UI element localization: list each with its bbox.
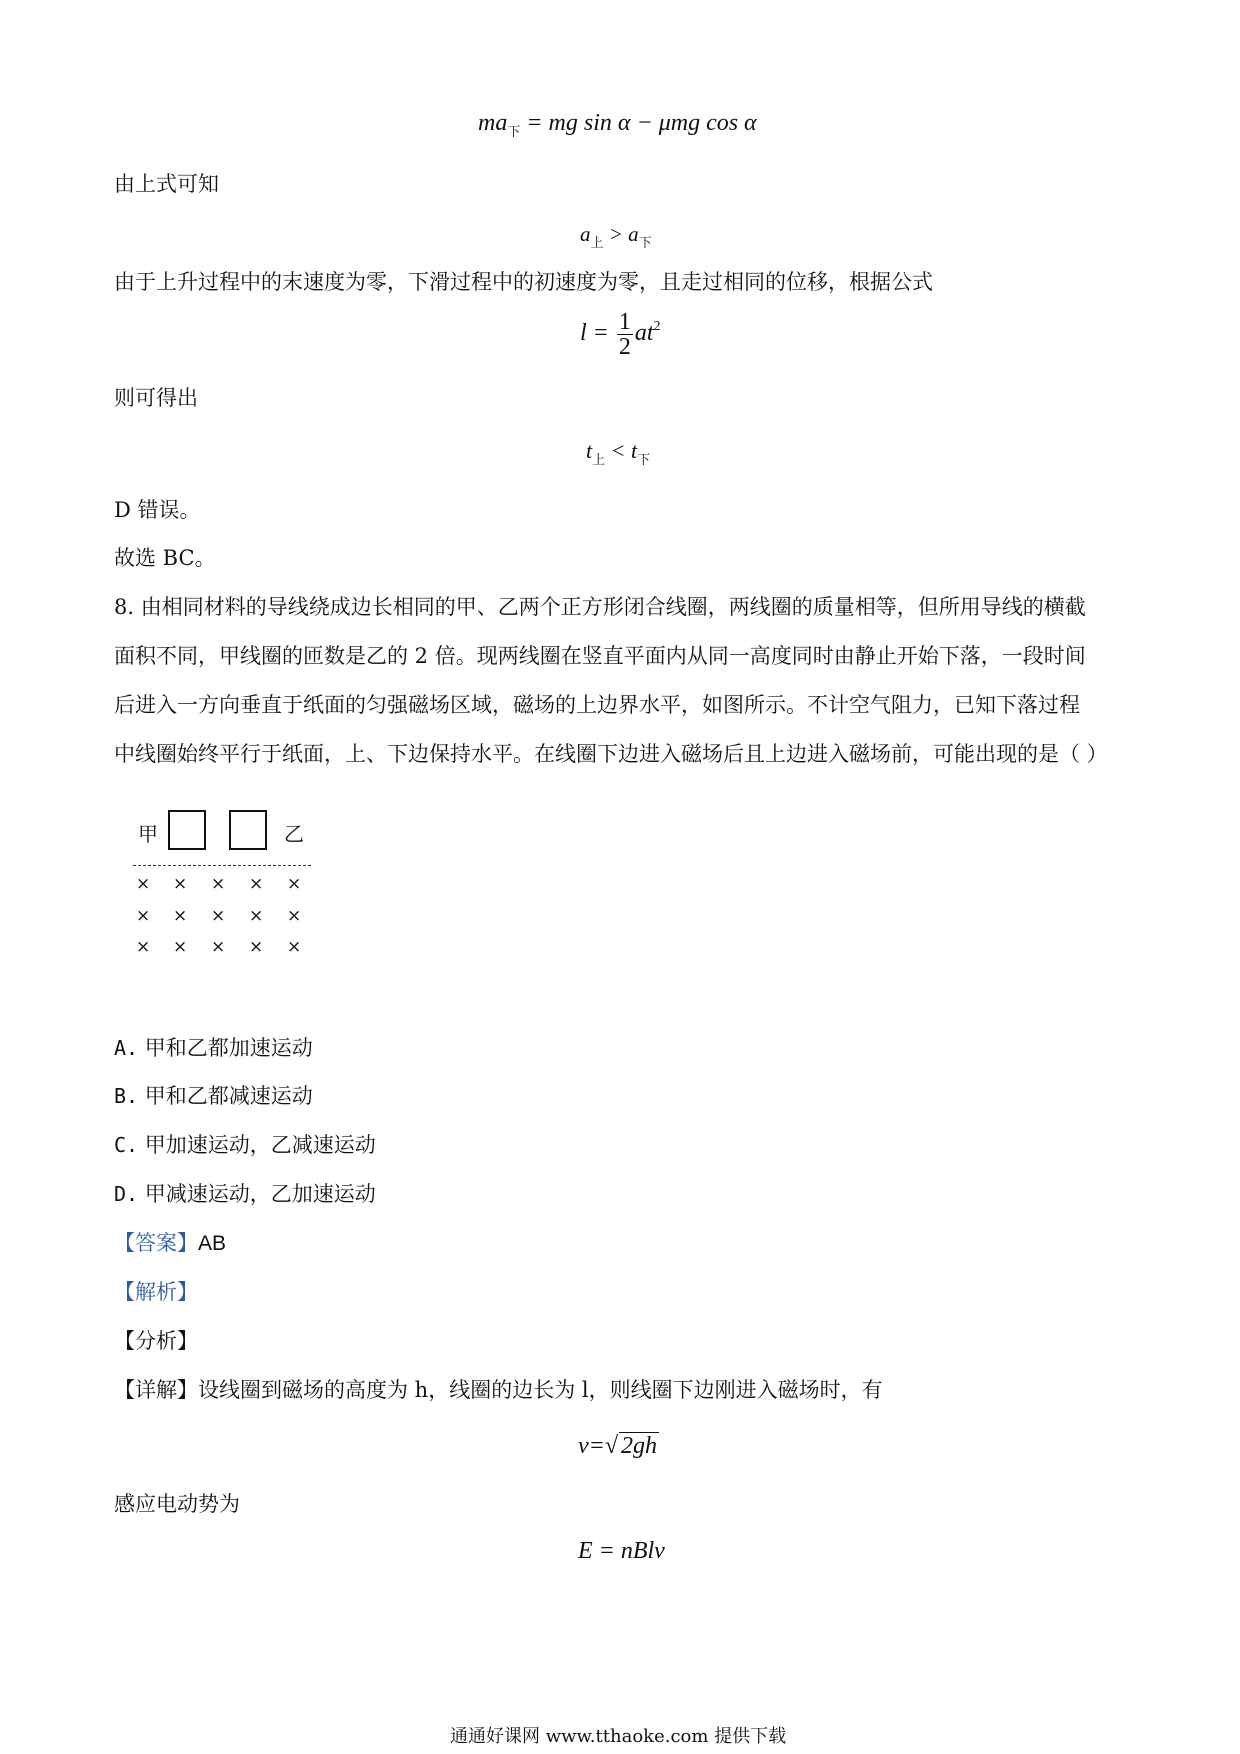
field-cross: × <box>173 906 188 926</box>
paragraph-5: 故选 BC。 <box>114 546 216 570</box>
coil-jia <box>168 810 206 850</box>
equation-3 <box>580 310 661 359</box>
coil-yi <box>229 810 267 850</box>
option-a-text: 甲和乙都加速运动 <box>144 1036 313 1060</box>
field-cross: × <box>211 937 226 957</box>
option-c-letter: C. <box>114 1133 139 1157</box>
equation-2 <box>580 222 652 251</box>
detail-text: 设线圈到磁场的高度为 h，线圈的边长为 l，则线圈下边刚进入磁场时，有 <box>198 1378 883 1402</box>
eq3-fraction <box>617 310 633 359</box>
field-cross: × <box>249 874 264 894</box>
eq2-sub1: 上 <box>590 235 604 250</box>
eq1-sub: 下 <box>507 124 521 139</box>
equation-6: E = nBlv <box>578 1538 665 1564</box>
question-line-1: 8. 由相同材料的导线绕成边长相同的甲、乙两个正方形闭合线圈，两线圈的质量相等，但所用导线的横截 <box>114 595 1086 619</box>
figure-label-jia: 甲 <box>138 822 158 846</box>
eq5-root: 2gh <box>621 1433 658 1459</box>
eq4-sub2: 下 <box>637 452 651 467</box>
detail-tag: 【详解】 <box>114 1378 198 1402</box>
answer <box>114 1229 226 1258</box>
eq3-exp: 2 <box>653 319 661 335</box>
field-cross: × <box>249 906 264 926</box>
figure-label-yi: 乙 <box>284 822 304 846</box>
field-cross: × <box>136 874 151 894</box>
paragraph-3: 则可得出 <box>114 386 198 410</box>
eq4-sub1: 上 <box>592 452 606 467</box>
field-cross: × <box>136 906 151 926</box>
answer-value: AB <box>198 1232 227 1255</box>
field-cross: × <box>173 937 188 957</box>
answer-tag: 【答案】 <box>114 1231 198 1255</box>
option-a <box>114 1034 313 1062</box>
fenxi-tag: 【分析】 <box>114 1329 198 1353</box>
option-c-text: 甲加速运动，乙减速运动 <box>144 1133 376 1157</box>
field-cross: × <box>287 874 302 894</box>
option-d-letter: D. <box>114 1182 139 1206</box>
field-cross: × <box>249 937 264 957</box>
eq1-lhs: ma <box>478 110 508 136</box>
emf-text: 感应电动势为 <box>114 1492 240 1516</box>
option-d <box>114 1180 376 1208</box>
equation-4 <box>586 438 650 468</box>
option-b-letter: B. <box>114 1084 139 1108</box>
eq2-op: > a <box>603 222 639 246</box>
eq3-den: 2 <box>618 334 631 360</box>
field-cross: × <box>173 874 188 894</box>
eq1-rhs: = mg sin α − μmg cos α <box>520 110 757 136</box>
field-cross: × <box>211 874 226 894</box>
option-b <box>114 1082 313 1110</box>
option-c <box>114 1131 376 1159</box>
page-footer: 通通好课网 www.tthaoke.com 提供下载 <box>450 1726 787 1747</box>
question-line-2: 面积不同，甲线圈的匝数是乙的 2 倍。现两线圈在竖直平面内从同一高度同时由静止开始下落，一段时间 <box>114 644 1086 668</box>
eq2-a: a <box>580 222 591 246</box>
field-boundary <box>133 865 311 866</box>
detail <box>114 1376 883 1404</box>
question-line-4: 中线圈始终平行于纸面，上、下边保持水平。在线圈下边进入磁场后且上边进入磁场前，可能出现的是（ ） <box>114 742 1108 766</box>
option-a-letter: A. <box>114 1036 139 1060</box>
field-cross: × <box>211 906 226 926</box>
equation-1 <box>478 110 757 140</box>
option-d-text: 甲减速运动，乙加速运动 <box>144 1182 376 1206</box>
eq3-num: 1 <box>618 309 631 335</box>
eq2-sub2: 下 <box>638 235 652 250</box>
field-cross: × <box>287 906 302 926</box>
paragraph-2: 由于上升过程中的末速度为零，下滑过程中的初速度为零，且走过相同的位移，根据公式 <box>114 270 933 294</box>
field-cross: × <box>136 937 151 957</box>
eq4-a: t <box>586 438 593 463</box>
field-cross: × <box>287 937 302 957</box>
paragraph-4: D 错误。 <box>114 498 201 522</box>
eq3-rhs: at <box>634 320 654 347</box>
eq5-lhs: v= <box>578 1433 605 1459</box>
eq3-lhs: l = <box>580 320 615 347</box>
analysis-tag: 【解析】 <box>114 1280 198 1304</box>
eq4-op: < t <box>605 438 638 463</box>
option-b-text: 甲和乙都减速运动 <box>144 1084 313 1108</box>
equation-5: v=√ 2gh <box>578 1433 658 1459</box>
paragraph-1: 由上式可知 <box>114 172 219 196</box>
question-line-3: 后进入一方向垂直于纸面的匀强磁场区域，磁场的上边界水平，如图所示。不计空气阻力，已知下落过程 <box>114 693 1080 717</box>
